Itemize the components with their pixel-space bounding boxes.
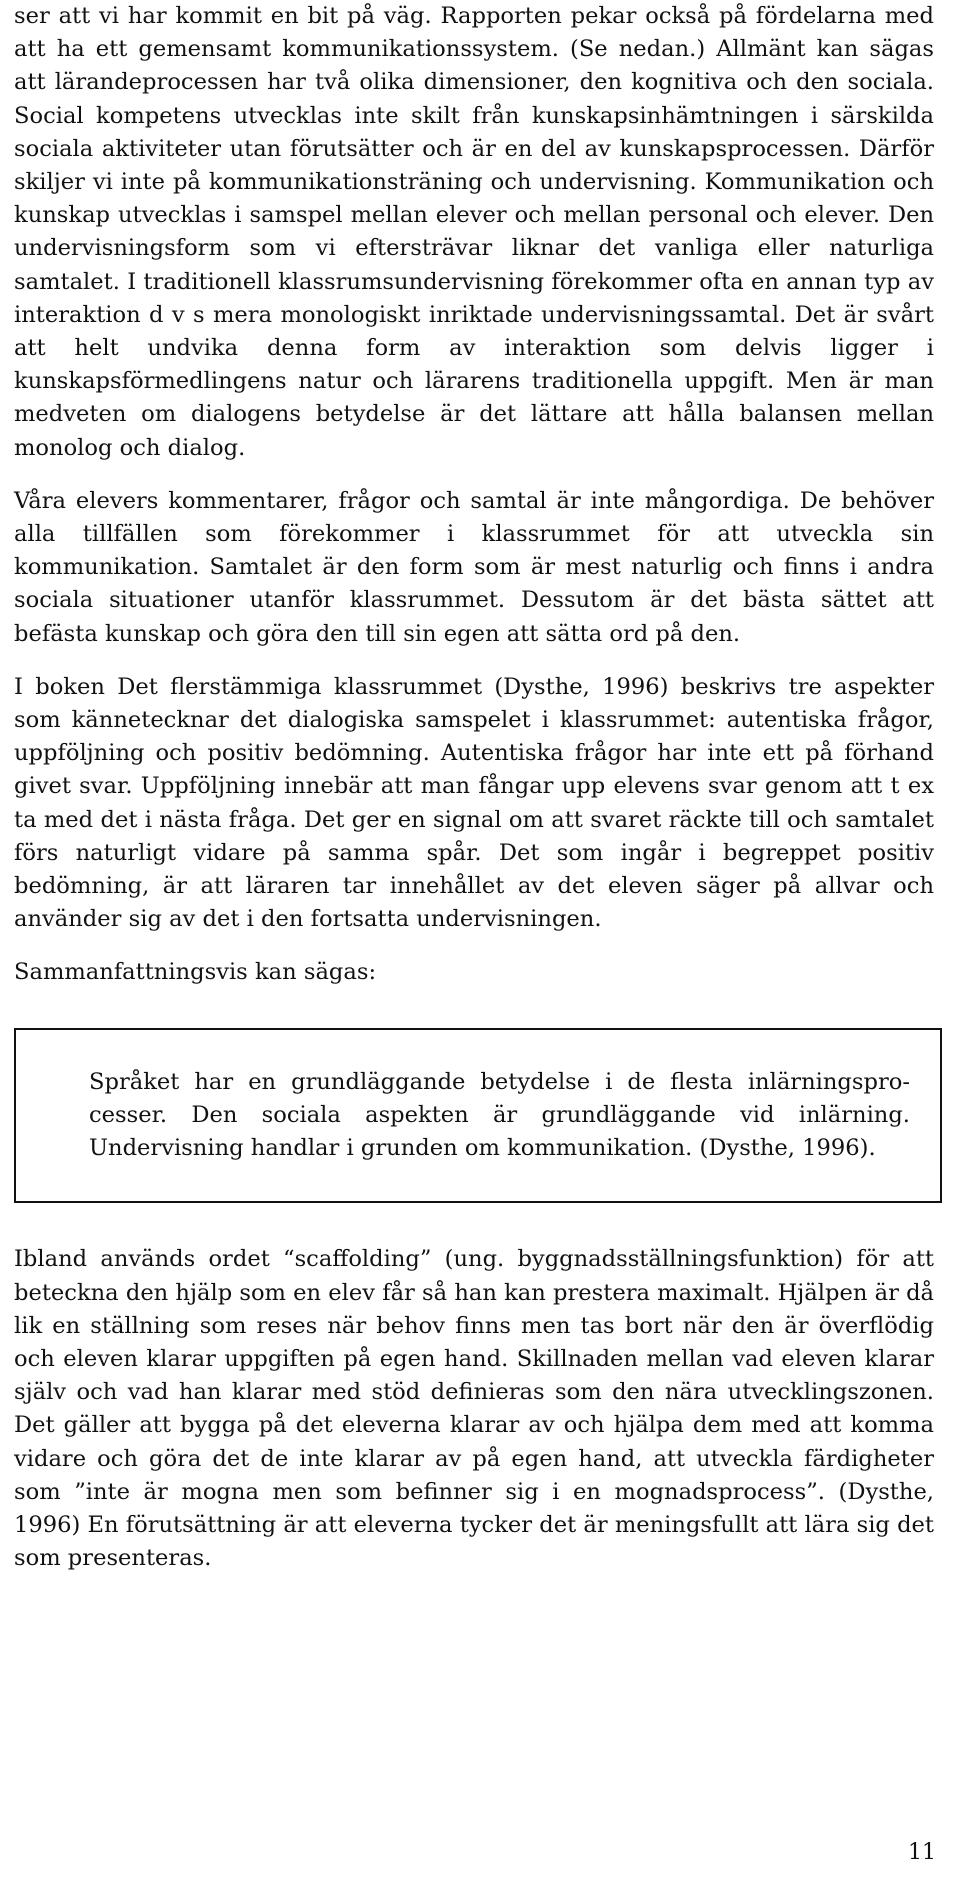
paragraph-summary-intro: Sammanfattningsvis kan sägas: xyxy=(14,959,377,986)
paragraph-scaffolding: Ibland används ordet “scaffolding” (ung. byggnadsställningsfunktion) för att beteckna den hjälp som en elev får så han kan prestera maximalt. Hjälpen är då lik en ställning som reses när behov finns men tas bort när den är överflödig och eleven klarar uppgiften på egen hand. Skillnaden mellan vad eleven klarar själv och vad han klarar med stöd definieras som den nära utvecklingszonen. Det gäller att bygga på det eleverna klarar av och hjälpa dem med att komma vidare och göra det de inte klarar av på egen hand, att utveckla färdigheter som ”inte är mogna men som befinner sig i en mognadsprocess”. (Dysthe, 1996) En förutsättning är att eleverna tycker det är meningsfullt att lära sig det som presenteras. xyxy=(14,1246,934,1572)
paragraph-student-comments: Våra elevers kommentarer, frågor och samtal är inte mångordiga. De behöver alla tillfällen som förekommer i klassrummet för att utveckla sin kommunikation. Samtalet är den form som är mest naturlig och finns i andra sociala situationer utanför klassrummet. Dessutom är det bästa sättet att befästa kunskap och göra den till sin egen att sätta ord på den. xyxy=(14,487,934,647)
paragraph-learning-dimensions: ser att vi har kommit en bit på väg. Rapporten pekar också på fördelarna med att ha ett gemensamt kommunikationssystem. (Se nedan.) Allmänt kan sägas att lärandeprocessen har två olika dimensioner, den kognitiva och den sociala. Social kompetens utvecklas inte skilt från kunskapsinhämtningen i särskilda sociala aktiviteter utan förutsätter och är en del av kunskapsprocessen. Därför skiljer vi inte på kommunikationsträning och undervisning. Kommunikation och kunskap utvecklas i samspel mellan elever och mellan personal och elever. Den undervisningsform som vi eftersträvar liknar det vanliga eller naturliga samtalet. I traditionell klassrumsundervisning förekommer ofta en annan typ av interaktion d v s mera monologiskt inriktade undervisningssamtal. Det är svårt att helt undvika denna form av interaktion som delvis ligger i kunskapsförmedlingens natur och lärarens traditionella uppgift. Men är man medveten om dialogens betydelse är det lättare att hålla balansen mellan monolog och dialog. xyxy=(14,3,934,461)
summary-quote-box xyxy=(14,1028,942,1204)
page-number: 11 xyxy=(908,1840,936,1865)
document-page xyxy=(14,0,934,1575)
paragraph-dialogic-classroom: I boken Det flerstämmiga klassrummet (Dysthe, 1996) beskrivs tre aspekter som kännetecknar det dialogiska samspelet i klassrummet: autentiska frågor, uppföljning och positiv bedömning. Autentiska frågor har inte ett på förhand givet svar. Uppföljning innebär att man fångar upp elevens svar genom att t ex ta med det i nästa fråga. Det ger en signal om att svaret räckte till och samtalet förs naturligt vidare på samma spår. Det som ingår i begreppet positiv bedömning, är att läraren tar innehållet av det eleven säger på allvar och använder sig av det i den fortsatta undervisningen. xyxy=(14,673,934,933)
summary-quote-text: Språket har en grundläggande betydelse i de flesta inlärningsprocesser. Den sociala aspekten är grundläggande vid inlärning. Undervisning handlar i grunden om kommunikation. (Dysthe, 1996). xyxy=(89,1068,910,1162)
